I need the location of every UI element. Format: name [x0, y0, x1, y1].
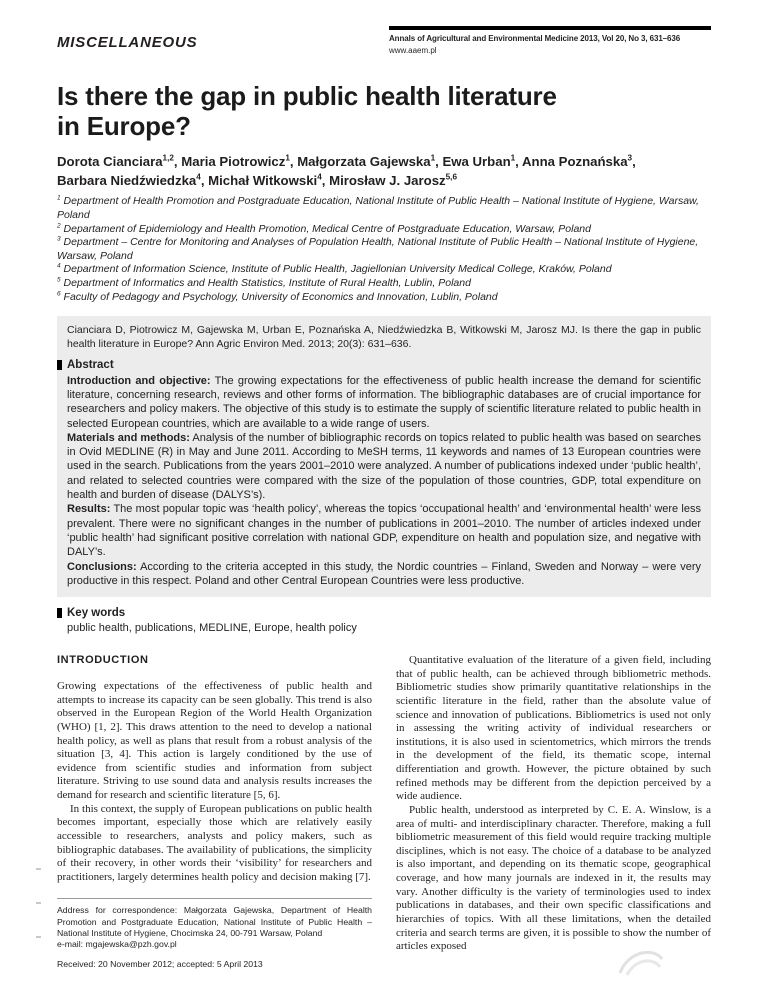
affiliation-line: $^2$ Departament of Epidemiology and Health Promotion, Medical Centre of Postgraduate Education, Warsaw, Poland: [57, 222, 591, 235]
margin-tick: [36, 902, 41, 904]
abstract-section: Introduction and objective: The growing expectations for the effectiveness of public health increase the demand for scientific literature, concerning research, reviews and other forms of information. The bibliographic databases are of crucial importance for researchers and policy makers. The objective of this study is to estimate the supply of scientific literature related to public health in selected European countries, which are available to a wide range of users.: [67, 374, 701, 430]
abstract-section-label: Materials and methods:: [67, 431, 190, 444]
affiliation-line: $^5$ Department of Informatics and Health Statistics, Institute of Rural Health, Lublin, Poland: [57, 276, 471, 290]
abstract-box: [57, 316, 711, 597]
author-affil-sup: 1: [285, 153, 290, 163]
article-title-line-1: Is there the gap in public health literature: [57, 81, 557, 111]
journal-info-block: [389, 26, 711, 55]
margin-tick: [36, 868, 41, 870]
author-name: Maria Piotrowicz: [181, 154, 286, 170]
affiliation-line: $^4$ Department of Information Science, Institute of Public Health, Jagiellonian University Medical College, Kraków, Poland: [57, 262, 612, 276]
correspondence-address: Address for correspondence: Małgorzata Gajewska, Department of Health Promotion and Postgraduate Education, National Institute of Public Health – National Institute of Hygiene, Chocimska 24, 00-791 Warsaw, Poland: [57, 905, 372, 939]
author-affil-sup: 4: [196, 172, 201, 182]
author-affil-sup: 1,2: [162, 153, 174, 163]
abstract-section: Results: The most popular topic was ‘health policy’, whereas the topics ‘occupational health’ and ‘environmental health’ were less prevalent. There were no significant changes in the number of publications in 2001–2010. The number of articles indexed under ‘public health’ had significant positive correlation with national GDP, expenditure on health and population size, and negative with DALY’s.: [67, 503, 701, 559]
affiliation-line: $^6$ Faculty of Pedagogy and Psychology, University of Economics and Innovation, Lublin, Poland: [57, 290, 498, 303]
left-column: [57, 654, 372, 970]
affiliations: [57, 195, 711, 304]
author-name: Małgorzata Gajewska: [297, 154, 431, 170]
keywords-section: [57, 607, 711, 634]
body-paragraph: Quantitative evaluation of the literature of a given field, including that of public health, can be achieved through bibliometric methods. Bibliometric studies show primarily quantitative relationships in the scientific literature in the field, rather than the absolute value of science and innovation of publications. Bibliometrics is used not only in assessing the writing activity of individual researchers or institutions, it is also used in scientometrics, which mirrors the trends in the development of the field, its thematic scope, internal differentiation and growth. However, the picture obtained by such refined methods may be different from the depiction perceived by a wide audience.: [396, 654, 711, 803]
abstract-heading-row: [57, 359, 701, 371]
abstract-section-label: Conclusions:: [67, 560, 137, 573]
affiliation-line: $^3$ Department – Centre for Monitoring and Analyses of Population Health, National Institute of Public Health – National Institute of Hygiene, Warsaw, Poland: [57, 235, 699, 262]
journal-website-link[interactable]: www.aaem.pl: [389, 46, 437, 55]
body-paragraph: In this context, the supply of European publications on public health becomes important, especially those which are relatively easily accessible to researchers, analysts and policy makers, such as bibliographic databases. The availability of publications, the simplicity of their recovery, in other words their ‘visibility’ for researchers and practitioners, largely determines health policy and decision making [7].: [57, 802, 372, 883]
article-title-line-2: in Europe?: [57, 111, 191, 142]
header-rule: [389, 26, 711, 30]
article-title: [57, 81, 711, 141]
keywords-text: public health, publications, MEDLINE, Europe, health policy: [67, 622, 357, 635]
author-affil-sup: 5,6: [445, 172, 458, 182]
abstract-section: Materials and methods: Analysis of the number of bibliographic records on topics related to public health was based on searches in Ovid MEDLINE (R) in May and June 2011. According to MeSH terms, 11 keywords and names of 13 European countries were used in the search. Publications from the years 2001–2010 were analyzed. A number of publications indexed under ‘public health’, and related to selected countries were compared with the size of the population of those countries, GDP, total expenditure on health and burden of disease (DALYS’s).: [67, 431, 702, 502]
author-affil-sup: 1: [510, 153, 516, 163]
abstract-section: Conclusions: According to the criteria accepted in this study, the Nordic countries – Finland, Sweden and Norway – were very productive in this respect. Poland and other Central European Countries were less productive.: [67, 560, 701, 587]
correspondence-email[interactable]: e-mail: mgajewska@pzh.gov.pl: [57, 939, 177, 950]
abstract-section-label: Results:: [67, 503, 111, 516]
author-name: Dorota Cianciara: [57, 154, 163, 170]
margin-tick: [36, 936, 41, 938]
abstract-section-label: Introduction and objective:: [67, 374, 211, 387]
authors-row-1: Dorota Cianciara$^{1,2}$, Maria Piotrowicz$^1$, Małgorzata Gajewska$^1$, Ewa Urban$^1$, Anna Poznańska$^3$,: [57, 153, 636, 170]
author-name: Mirosław J. Jarosz: [329, 172, 446, 188]
body-paragraph: Growing expectations of the effectiveness of public health and attempts to increase its capacity can be seen globally. This trend is also observed in the European Region of the World Health Organization (WHO) [1, 2]. This draws attention to the need to develop a national health policy, as well as plans that result from a robust analysis of the situation [3, 4]. This action is largely conditioned by the use of evidence from scientific studies and information from subject literature. Striving to use sound data and analysis results increases the demand for research and scientific literature [5, 6].: [57, 680, 372, 802]
journal-header: [57, 26, 711, 55]
author-affil-sup: 3: [627, 153, 633, 163]
body-columns: [57, 654, 711, 970]
journal-name: Annals of Agricultural and Environmental Medicine 2013, Vol 20, No 3, 631–636: [389, 34, 681, 43]
keywords-heading: Key words: [67, 607, 126, 620]
right-column: [396, 654, 711, 970]
author-name: Anna Poznańska: [522, 154, 628, 170]
square-bullet-icon: [57, 608, 62, 618]
received-accepted-line: Received: 20 November 2012; accepted: 5 April 2013: [57, 958, 263, 969]
introduction-heading: INTRODUCTION: [57, 654, 149, 667]
abstract-heading: Abstract: [67, 358, 114, 371]
citation: Cianciara D, Piotrowicz M, Gajewska M, Urban E, Poznańska A, Niedźwiedzka B, Witkowski M, Jarosz MJ. Is there the gap in public health literature in Europe? Ann Agric Environ Med. 2013; 20(3): 631–636.: [67, 324, 701, 350]
body-paragraph: Public health, understood as interpreted by C. E. A. Winslow, is a area of multi- and interdisciplinary character. Therefore, making a full bibliometric measurement of this field would require tracking multiple disciplines, which is not easy. The choice of a database to be analyzed is also important, and depending on its thematic scope, geographical coverage, and how many journals are indexed in it, the results may vary. Another difficulty is the variety of terminologies used to index publications in databases, and their own specific classifications and hierarchies of topics. With all these limitations, when the detailed criteria and search terms are given, it is possible to show the number of articles exposed: [396, 803, 711, 953]
author-affil-sup: 1: [430, 153, 436, 163]
author-name: Michał Witkowski: [208, 172, 318, 188]
author-name: Barbara Niedźwiedzka: [57, 172, 197, 188]
swirl-watermark-icon: [614, 943, 668, 986]
author-name: Ewa Urban: [442, 154, 511, 170]
square-bullet-icon: [57, 360, 62, 370]
author-affil-sup: 4: [317, 172, 322, 182]
keywords-heading-row: [57, 607, 711, 619]
affiliation-line: $^1$ Department of Health Promotion and Postgraduate Education, National Institute of Public Health – National Institute of Hygiene, Warsaw, Poland: [57, 194, 699, 221]
abstract-body: [67, 374, 701, 588]
authors-line: [57, 153, 711, 190]
authors-row-2: Barbara Niedźwiedzka$^4$, Michał Witkowski$^4$, Mirosław J. Jarosz$^{5,6}$: [57, 172, 458, 188]
correspondence-block: [57, 898, 372, 970]
journal-section-label: MISCELLANEOUS: [57, 34, 198, 51]
